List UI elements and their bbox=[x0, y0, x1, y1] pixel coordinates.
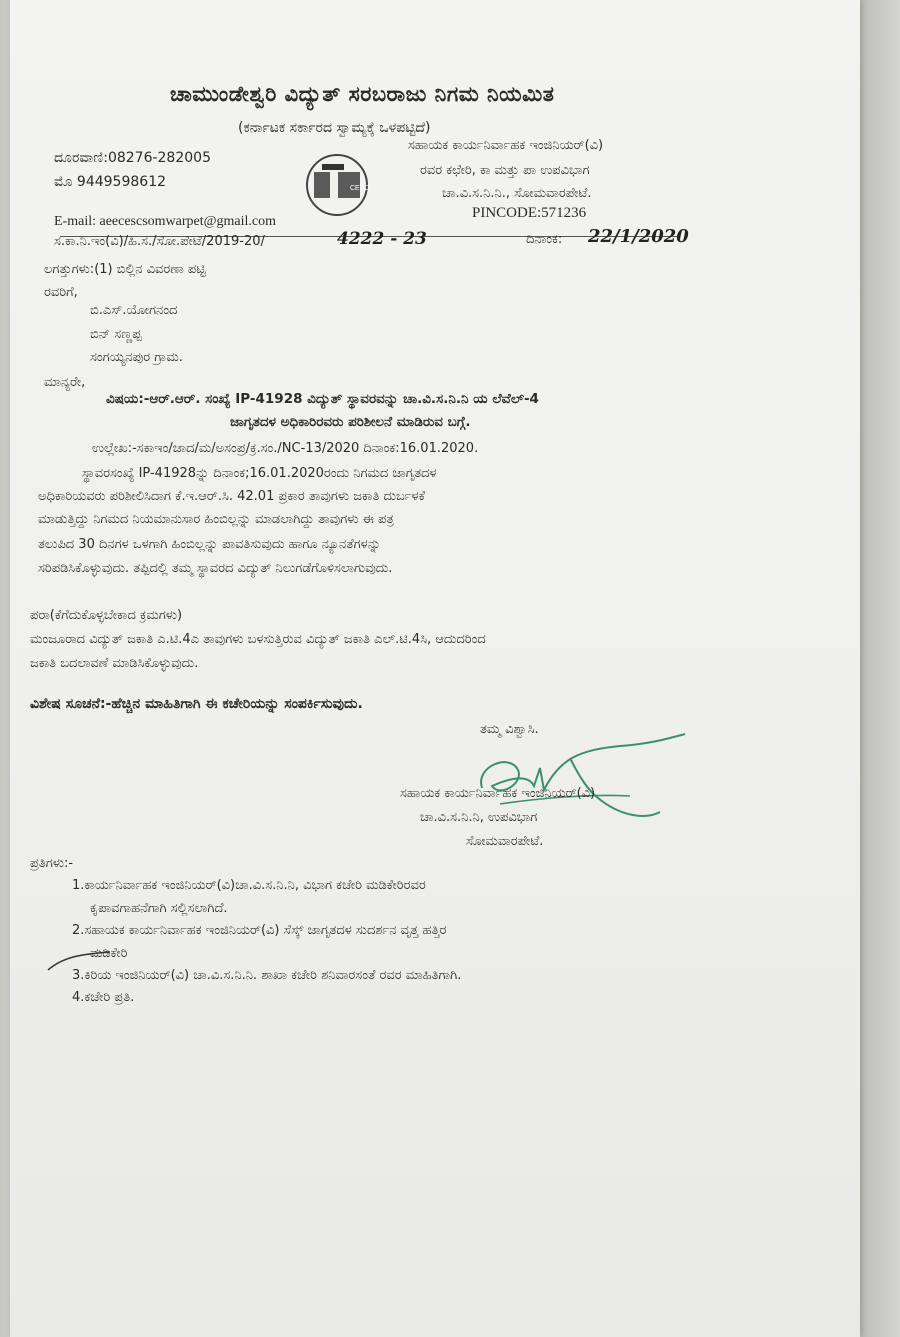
signatory-title: ಸಹಾಯಕ ಕಾರ್ಯನಿರ್ವಾಹಕ ಇಂಜಿನಿಯರ್(ವಿ) bbox=[400, 786, 596, 801]
closing: ತಮ್ಮ ವಿಶ್ವಾಸಿ. bbox=[480, 722, 539, 737]
reference-line: ಉಲ್ಲೇಖ:-ಸಕಾಇಂ/ಜಾದ/ಮ/ಅಸಂಪ್ರ/ಕ್ರ.ಸಂ./NC-13/2020 ದಿನಾಂಕ:16.01.2020. bbox=[92, 441, 479, 456]
logo-text: CESC bbox=[350, 185, 370, 192]
to-label: ರವರಿಗೆ, bbox=[44, 285, 78, 300]
paragraph-line: ಅಧಿಕಾರಿಯವರು ಪರಿಶೀಲಿಸಿದಾಗ ಕೆ.ಇ.ಆರ್.ಸಿ. 42.01 ಪ್ರಕಾರ ತಾವುಗಳು ಜಕಾತಿ ದುರ್ಬಳಕೆ bbox=[38, 489, 425, 504]
signatory-place: ಸೋಮವಾರಪೇಟೆ. bbox=[466, 834, 544, 849]
cesc-logo bbox=[300, 150, 374, 220]
signatory-office: ಚಾ.ವಿ.ಸ.ನಿ.ನಿ, ಉಪವಿಭಾಗ bbox=[420, 810, 538, 825]
date-label: ದಿನಾಂಕ: bbox=[526, 232, 563, 247]
copies-label: ಪ್ರತಿಗಳು:- bbox=[30, 856, 74, 871]
section-title: ಪರಾ(ಕೆಗೆದುಕೊಳ್ಳಬೇಕಾದ ಕ್ರಮಗಳು) bbox=[30, 608, 183, 623]
office-line-2: ರವರ ಕಛೇರಿ, ಕಾ ಮತ್ತು ಪಾ ಉಪವಿಭಾಗ bbox=[420, 163, 590, 178]
copy-item: 3.ಕಿರಿಯ ಇಂಜಿನಿಯರ್(ವಿ) ಚಾ.ವಿ.ಸ.ನಿ.ನಿ. ಶಾಖಾ ಕಚೇರಿ ಶನಿವಾರಸಂತೆ ರವರ ಮಾಹಿತಿಗಾಗಿ. bbox=[72, 968, 462, 983]
enclosure: ಲಗತ್ತುಗಳು:(1) ಬಿಲ್ಲಿನ ವಿವರಣಾ ಪಟ್ಟಿ bbox=[44, 262, 206, 277]
email: E-mail: aeecescsomwarpet@gmail.com bbox=[54, 214, 277, 229]
paragraph-line: ಮಾಡುತ್ತಿದ್ದು ನಿಗಮದ ನಿಯಮಾನುಸಾರ ಹಿಂಬಿಲ್ಲನ್ನು ಮಾಡಲಾಗಿದ್ದು ತಾವುಗಳು ಈ ಪತ್ರ bbox=[38, 512, 394, 527]
phone-number: ದೂರವಾಣಿ:08276-282005 bbox=[54, 150, 211, 166]
copy-item: 2.ಸಹಾಯಕ ಕಾರ್ಯನಿರ್ವಾಹಕ ಇಂಜಿನಿಯರ್(ವಿ) ಸೆಸ್ಕ್ ಜಾಗೃತದಳ ಸುದರ್ಶನ ವೃತ್ತ ಹತ್ತಿರ bbox=[72, 923, 447, 938]
subject-line-2: ಜಾಗೃತದಳ ಅಧಿಕಾರಿರವರು ಪರಿಶೀಲನೆ ಮಾಡಿರುವ ಬಗ್ಗೆ. bbox=[230, 414, 471, 430]
paragraph-line: ತಲುಪಿದ 30 ದಿನಗಳ ಒಳಗಾಗಿ ಹಿಂಬಿಲ್ಲನ್ನು ಪಾವತಿಸುವುದು ಹಾಗೂ ನ್ಯೂನತೆಗಳನ್ನು bbox=[38, 537, 381, 552]
address-line-3: ಸಂಗಯ್ಯನಪುರ ಗ್ರಾಮ. bbox=[90, 350, 183, 365]
copy-item: ಕೃಪಾವಗಾಹನೆಗಾಗಿ ಸಲ್ಲಿಸಲಾಗಿದೆ. bbox=[90, 901, 228, 916]
date-handwritten: 22/1/2020 bbox=[588, 226, 689, 247]
letter-page bbox=[10, 0, 860, 1337]
paragraph-line: ಸ್ಥಾವರಸಂಖ್ಯೆ IP-41928ನ್ನು ದಿನಾಂಕ;16.01.2020ರಂದು ನಿಗಮದ ಜಾಗೃತದಳ bbox=[82, 466, 437, 481]
office-line-1: ಸಹಾಯಕ ಕಾರ್ಯನಿರ್ವಾಹಕ ಇಂಜಿನಿಯರ್(ವಿ) bbox=[408, 138, 604, 153]
address-line-1: ಬಿ.ಎಸ್.ಯೋಗನಂದ bbox=[90, 303, 178, 318]
reference-number: ಸ.ಕಾ.ನಿ.ಇಂ(ವಿ)/ಹಿ.ಸ./ಸೋ.ಪೇಟೆ/2019-20/ bbox=[54, 234, 265, 249]
pen-mark bbox=[44, 946, 114, 976]
mobile-number: ಮೊ 9449598612 bbox=[54, 174, 167, 190]
subject-line-1: ವಿಷಯ:-ಆರ್.ಆರ್. ಸಂಖ್ಯೆ IP-41928 ವಿದ್ಯುತ್ ಸ್ಥಾವರವನ್ನು ಚಾ.ವಿ.ಸ.ನಿ.ನಿ ಯ ಲೆವೆಲ್-4 bbox=[106, 391, 539, 407]
copy-item: 4.ಕಚೇರಿ ಪ್ರತಿ. bbox=[72, 990, 135, 1005]
pincode: PINCODE:571236 bbox=[472, 205, 587, 221]
copy-item: ಮಡಿಕೇರಿ bbox=[90, 946, 128, 961]
special-note: ವಿಶೇಷ ಸೂಚನೆ:-ಹೆಚ್ಚಿನ ಮಾಹಿತಿಗಾಗಿ ಈ ಕಚೇರಿಯನ್ನು ಸಂಪರ್ಕಿಸುವುದು. bbox=[30, 696, 363, 712]
paragraph-line: ಸರಿಪಡಿಸಿಕೊಳ್ಳುವುದು. ತಪ್ಪಿದಲ್ಲಿ ತಮ್ಮ ಸ್ಥಾವರದ ವಿದ್ಯುತ್ ನಿಲುಗಡೆಗೊಳಿಸಲಾಗುವುದು. bbox=[38, 561, 393, 576]
background-edge bbox=[860, 0, 900, 1337]
salutation: ಮಾನ್ಯರೇ, bbox=[44, 375, 86, 390]
office-line-3: ಚಾ.ವಿ.ಸ.ನಿ.ನಿ., ಸೋಮವಾರಪೇಟೆ. bbox=[442, 186, 592, 201]
paragraph-line: ಮಂಜೂರಾದ ವಿದ್ಯುತ್ ಜಕಾತಿ ಎ.ಟಿ.4ಎ ತಾವುಗಳು ಬಳಸುತ್ತಿರುವ ವಿದ್ಯುತ್ ಜಕಾತಿ ಎಲ್.ಟಿ.4ಸಿ, ಆದುದರಿಂದ bbox=[30, 632, 486, 647]
reference-number-handwritten: 4222 - 23 bbox=[337, 229, 427, 249]
address-line-2: ಬಿನ್ ಸಣ್ಣಪ್ಪ bbox=[90, 327, 142, 342]
copy-item: 1.ಕಾರ್ಯನಿರ್ವಾಹಕ ಇಂಜಿನಿಯರ್(ವಿ)ಚಾ.ವಿ.ಸ.ನಿ.ನಿ, ವಿಭಾಗ ಕಚೇರಿ ಮಡಿಕೇರಿರವರ bbox=[72, 878, 426, 893]
org-subtitle: (ಕರ್ನಾಟಕ ಸರ್ಕಾರದ ಸ್ವಾಮ್ಯಕ್ಕೆ ಒಳಪಟ್ಟಿದೆ) bbox=[238, 120, 431, 136]
paragraph-line: ಜಕಾತಿ ಬದಲಾವಣೆ ಮಾಡಿಸಿಕೊಳ್ಳುವುದು. bbox=[30, 656, 199, 671]
org-name: ಚಾಮುಂಡೇಶ್ವರಿ ವಿದ್ಯುತ್ ಸರಬರಾಜು ನಿಗಮ ನಿಯಮಿತ bbox=[170, 82, 555, 106]
